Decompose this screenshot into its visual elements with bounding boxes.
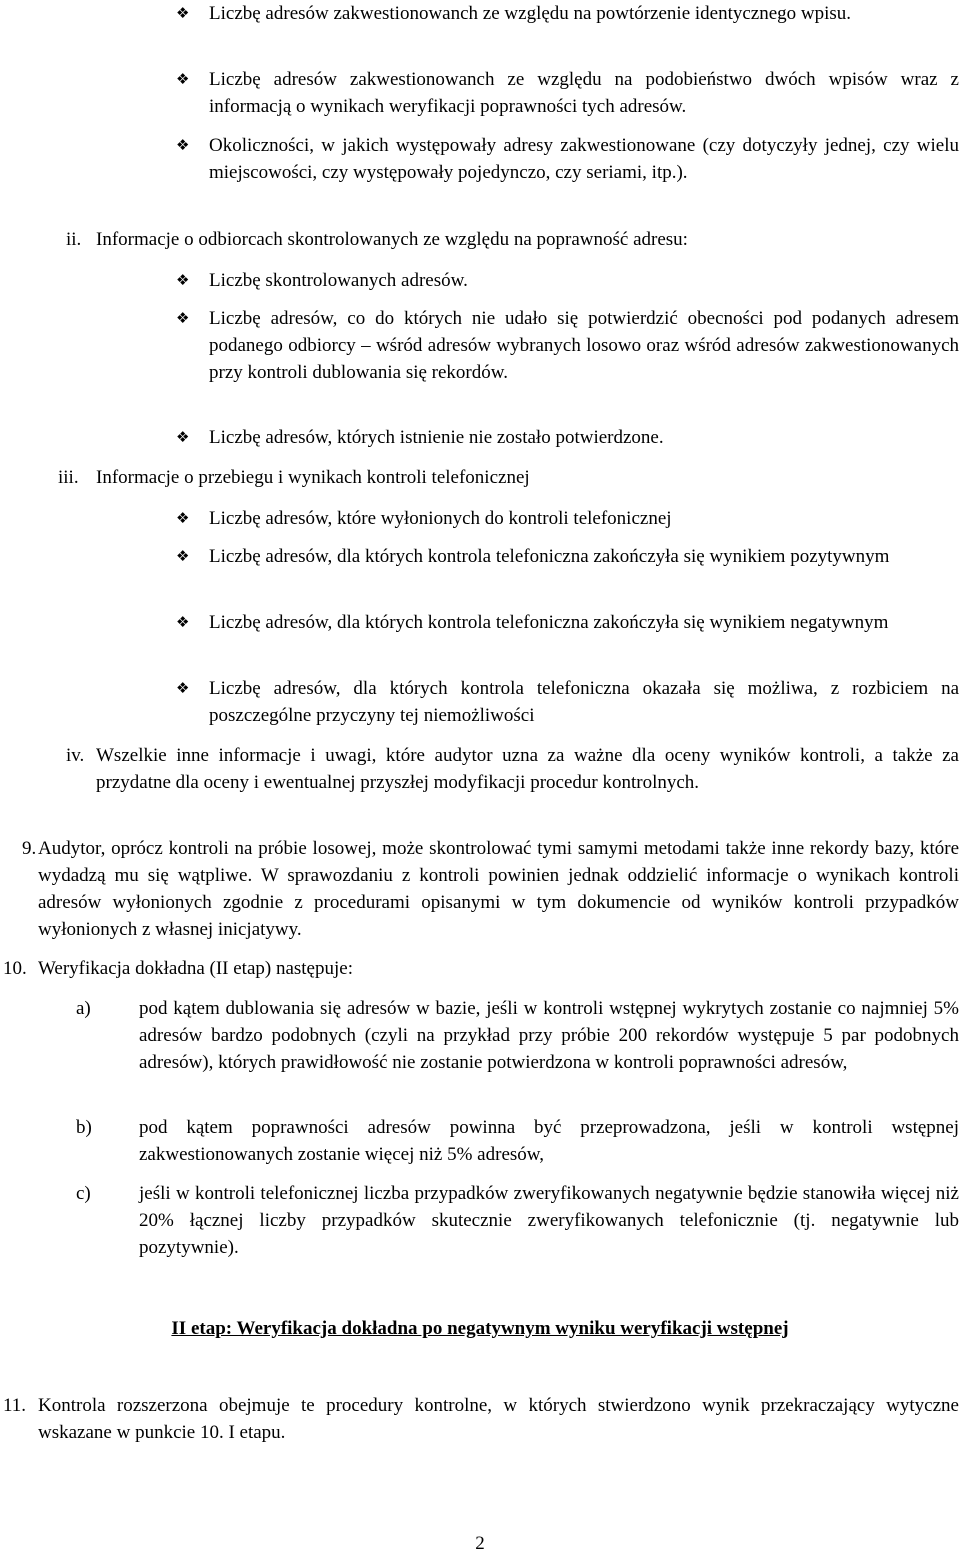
list-item: Liczbę adresów, dla których kontrola telefoniczna zakończyła się wynikiem negatywnym	[209, 612, 889, 633]
section-marker: iv.	[66, 745, 85, 766]
list-item: pod kątem poprawności adresów powinna być przeprowadzona, jeśli w kontroli wstępnej zakwestionowanych zostanie więcej niż 5% adresów,	[139, 1117, 959, 1165]
item-marker: b)	[76, 1117, 92, 1138]
bullet-icon: ❖	[176, 679, 190, 697]
paragraph-text: Kontrola rozszerzona obejmuje te procedury kontrolne, w których stwierdzono wynik przekraczający wytyczne wskazane w punkcie 10. I etapu.	[38, 1395, 959, 1443]
page-number: 2	[475, 1533, 485, 1554]
list-item: Liczbę adresów, co do których nie udało się potwierdzić obecności pod podanych adresem podanego odbiorcy – wśród adresów wybranych losowo oraz wśród adresów zakwestionowanych przy kontroli dublowania się rekordów.	[209, 308, 959, 383]
point-marker: 11.	[3, 1395, 27, 1416]
list-item: Liczbę adresów zakwestionowanch ze względu na powtórzenie identycznego wpisu.	[209, 3, 852, 24]
paragraph	[38, 835, 959, 943]
bullet-icon: ❖	[176, 70, 190, 88]
list-item: Liczbę adresów, które wyłonionych do kontroli telefonicznej	[209, 508, 672, 529]
bullet-icon: ❖	[176, 136, 190, 154]
bullet-icon: ❖	[176, 547, 190, 565]
list-item: Liczbę adresów, dla których kontrola telefoniczna zakończyła się wynikiem pozytywnym	[209, 546, 890, 567]
list-item: jeśli w kontroli telefonicznej liczba przypadków zweryfikowanych negatywnie będzie stanowiła więcej niż 20% łącznej liczby przypadków skutecznie zweryfikowanych telefonicznie (tj. negatywnie lub pozytywnie).	[139, 1183, 959, 1258]
list-item: pod kątem dublowania się adresów w bazie, jeśli w kontroli wstępnej wykrytych zostanie co najmniej 5% adresów bardzo podobnych (czyli na przykład przy próbie 200 rekordów występuje 5 par podobnych adresów), których prawidłowość nie zostanie potwierdzona w kontroli poprawności adresów,	[139, 998, 959, 1073]
item-marker: c)	[76, 1183, 91, 1204]
section-heading: II etap: Weryfikacja dokładna po negatywnym wyniku weryfikacji wstępnej	[171, 1318, 789, 1339]
bullet-icon: ❖	[176, 613, 190, 631]
section-marker: ii.	[66, 229, 82, 250]
section-text: Wszelkie inne informacje i uwagi, które audytor uzna za ważne dla oceny wyników kontroli, a także za przydatne dla oceny i ewentualnej przyszłej modyfikacji procedur kontrolnych.	[96, 745, 959, 793]
bullet-icon: ❖	[176, 271, 190, 289]
list-item: Okoliczności, w jakich występowały adresy zakwestionowane (czy dotyczyły jednej, czy wielu miejscowości, czy występowały pojedynczo, czy seriami, itp.).	[209, 135, 959, 183]
section-marker: iii.	[58, 467, 79, 488]
paragraph-text: Audytor, oprócz kontroli na próbie losowej, może skontrolować tymi samymi metodami także inne rekordy bazy, które wydadzą mu się wątpliwe. W sprawozdaniu z kontroli powinien jednak oddzielić informacje o wynikach kontroli adresów wyłonionych zgodnie z procedurami opisanymi w tym dokumencie od wyników kontroli przypadków wyłonionych z własnej inicjatywy.	[38, 838, 959, 940]
item-marker: a)	[76, 998, 91, 1019]
bullet-icon: ❖	[176, 4, 190, 22]
section-title: Informacje o przebiegu i wynikach kontroli telefonicznej	[96, 467, 530, 488]
list-item: Liczbę adresów zakwestionowanch ze względu na podobieństwo dwóch wpisów wraz z informacją o wynikach weryfikacji poprawności tych adresów.	[209, 69, 959, 117]
bullet-icon: ❖	[176, 309, 190, 327]
bullet-icon: ❖	[176, 509, 190, 527]
point-marker: 9.	[22, 838, 37, 859]
bullet-icon: ❖	[176, 428, 190, 446]
point-marker: 10.	[3, 958, 27, 979]
list-item: Liczbę adresów, których istnienie nie zostało potwierdzone.	[209, 427, 664, 448]
list-item: Liczbę adresów, dla których kontrola telefoniczna okazała się możliwa, z rozbiciem na poszczególne przyczyny tej niemożliwości	[209, 678, 959, 726]
paragraph-text: Weryfikacja dokładna (II etap) następuje:	[38, 958, 353, 979]
section-title: Informacje o odbiorcach skontrolowanych ze względu na poprawność adresu:	[96, 229, 688, 250]
list-item: Liczbę skontrolowanych adresów.	[209, 270, 468, 291]
